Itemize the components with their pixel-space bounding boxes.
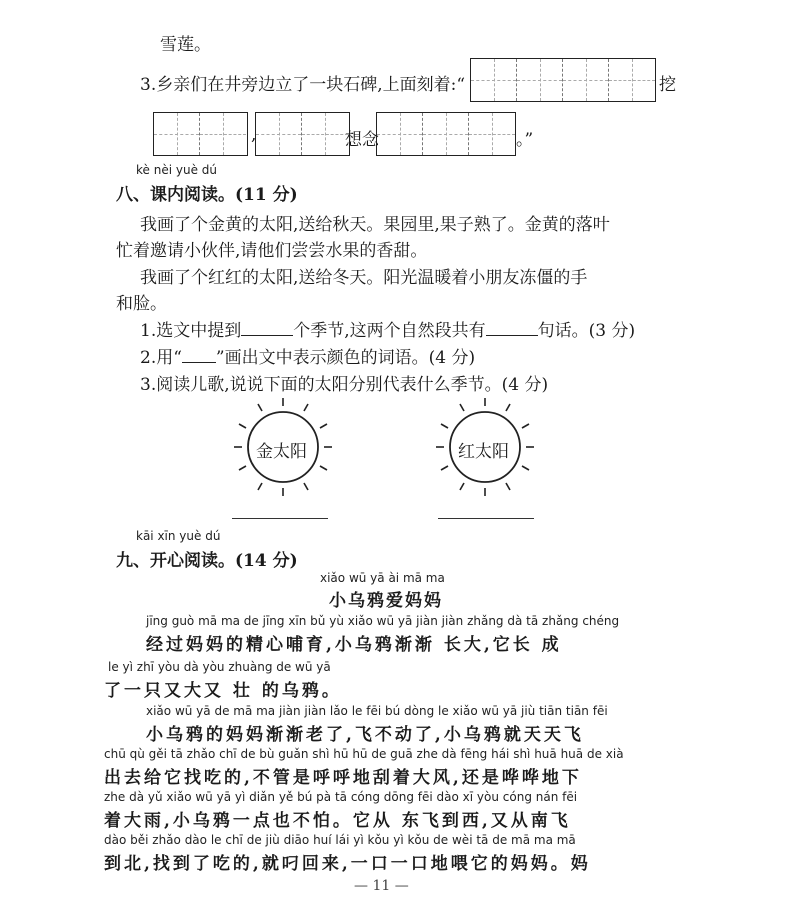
q2-part-b: ”画出文中表示颜色的词语。(4 分) xyxy=(215,348,476,368)
story-title: 小乌鸦爱妈妈 xyxy=(329,591,443,611)
question-1 xyxy=(140,316,635,341)
answer-line-red[interactable] xyxy=(438,518,534,519)
sun-label-red: 红太阳 xyxy=(458,442,509,462)
q1-part-a: 1.选文中提到 xyxy=(140,321,242,341)
story-line2-text: 了一只又大又 壮 的乌鸦。 xyxy=(104,681,342,701)
q3-grid-question: 3.乡亲们在井旁边立了一块石碑,上面刻着:“ xyxy=(140,75,466,95)
q2-part-a: 2.用“ xyxy=(140,348,182,368)
q3-mid-text: 想念 xyxy=(345,130,379,150)
grid-cell[interactable] xyxy=(563,59,609,101)
section9-pinyin: kāi xīn yuè dú xyxy=(136,529,221,543)
grid-cell[interactable] xyxy=(200,113,246,155)
q3-end-text: 。” xyxy=(516,130,534,150)
grid-cell[interactable] xyxy=(609,59,655,101)
section8-title: 八、课内阅读。(11 分) xyxy=(116,185,298,205)
answer-line-gold[interactable] xyxy=(232,518,328,519)
q1-blank-1[interactable] xyxy=(241,321,293,336)
grid-cell[interactable] xyxy=(154,113,200,155)
story-line6-pinyin: dào běi zhǎo dào le chī de jiù diāo huí lái yì kǒu yì kǒu de wèi tā de mā ma mā xyxy=(104,833,576,847)
q3-char-wa: 挖 xyxy=(659,75,676,95)
para2-line1: 我画了个红红的太阳,送给冬天。阳光温暖着小朋友冻僵的手 xyxy=(140,268,588,288)
para2-line2: 和脸。 xyxy=(116,294,167,314)
story-line6-text: 到北,找到了吃的,就叼回来,一口一口地喂它的妈妈。妈 xyxy=(104,854,591,874)
grid-cell[interactable] xyxy=(471,59,517,101)
para1-line1: 我画了个金黄的太阳,送给秋天。果园里,果子熟了。金黄的落叶 xyxy=(140,215,610,235)
grid-cell[interactable] xyxy=(256,113,302,155)
q1-part-c: 句话。(3 分) xyxy=(537,321,636,341)
grid-cell[interactable] xyxy=(469,113,515,155)
story-line4-text: 出去给它找吃的,不管是呼呼地刮着大风,还是哗哗地下 xyxy=(104,768,582,788)
story-line2-pinyin: le yì zhī yòu dà yòu zhuàng de wū yā xyxy=(108,660,331,674)
prev-line-text: 雪莲。 xyxy=(160,35,211,55)
q1-blank-2[interactable] xyxy=(486,321,538,336)
section8-pinyin: kè nèi yuè dú xyxy=(136,163,217,177)
question-3: 3.阅读儿歌,说说下面的太阳分别代表什么季节。(4 分) xyxy=(140,375,549,395)
answer-grid-1[interactable] xyxy=(470,58,656,102)
story-line5-pinyin: zhe dà yǔ xiǎo wū yā yì diǎn yě bú pà tā cóng dōng fēi dào xī yòu cóng nán fēi xyxy=(104,790,578,804)
grid-cell[interactable] xyxy=(302,113,348,155)
story-line1-pinyin: jīng guò mā ma de jīng xīn bǔ yù xiǎo wū yā jiàn jiàn zhǎng dà tā zhǎng chéng xyxy=(146,614,620,628)
grid-cell[interactable] xyxy=(517,59,563,101)
story-line4-pinyin: chū qù gěi tā zhǎo chī de bù guǎn shì hū hū de guā zhe dà fēng hái shì huā huā de xià xyxy=(104,747,624,761)
answer-grid-4[interactable] xyxy=(376,112,516,156)
page-number: — 11 — xyxy=(354,878,409,894)
answer-grid-2[interactable] xyxy=(153,112,248,156)
story-line5-text: 着大雨,小乌鸦一点也不怕。它从 东飞到西,又从南飞 xyxy=(104,811,571,831)
q1-part-b: 个季节,这两个自然段共有 xyxy=(293,321,486,341)
story-line3-pinyin: xiǎo wū yā de mā ma jiàn jiàn lǎo le fēi bú dòng le xiǎo wū yā jiù tiān tiān fēi xyxy=(146,704,608,718)
story-title-pinyin: xiǎo wū yā ài mā ma xyxy=(320,571,445,585)
para1-line2: 忙着邀请小伙伴,请他们尝尝水果的香甜。 xyxy=(116,241,428,261)
q3-comma: , xyxy=(251,125,257,145)
question-2 xyxy=(140,343,475,368)
section9-title: 九、开心阅读。(14 分) xyxy=(116,551,298,571)
sun-label-gold: 金太阳 xyxy=(256,442,307,462)
grid-cell[interactable] xyxy=(377,113,423,155)
grid-cell[interactable] xyxy=(423,113,469,155)
story-line3-text: 小乌鸦的妈妈渐渐老了,飞不动了,小乌鸦就天天飞 xyxy=(146,725,584,745)
answer-grid-3[interactable] xyxy=(255,112,350,156)
q2-underline-sample xyxy=(182,348,216,363)
story-line1-text: 经过妈妈的精心哺育,小乌鸦渐渐 长大,它长 成 xyxy=(146,635,562,655)
